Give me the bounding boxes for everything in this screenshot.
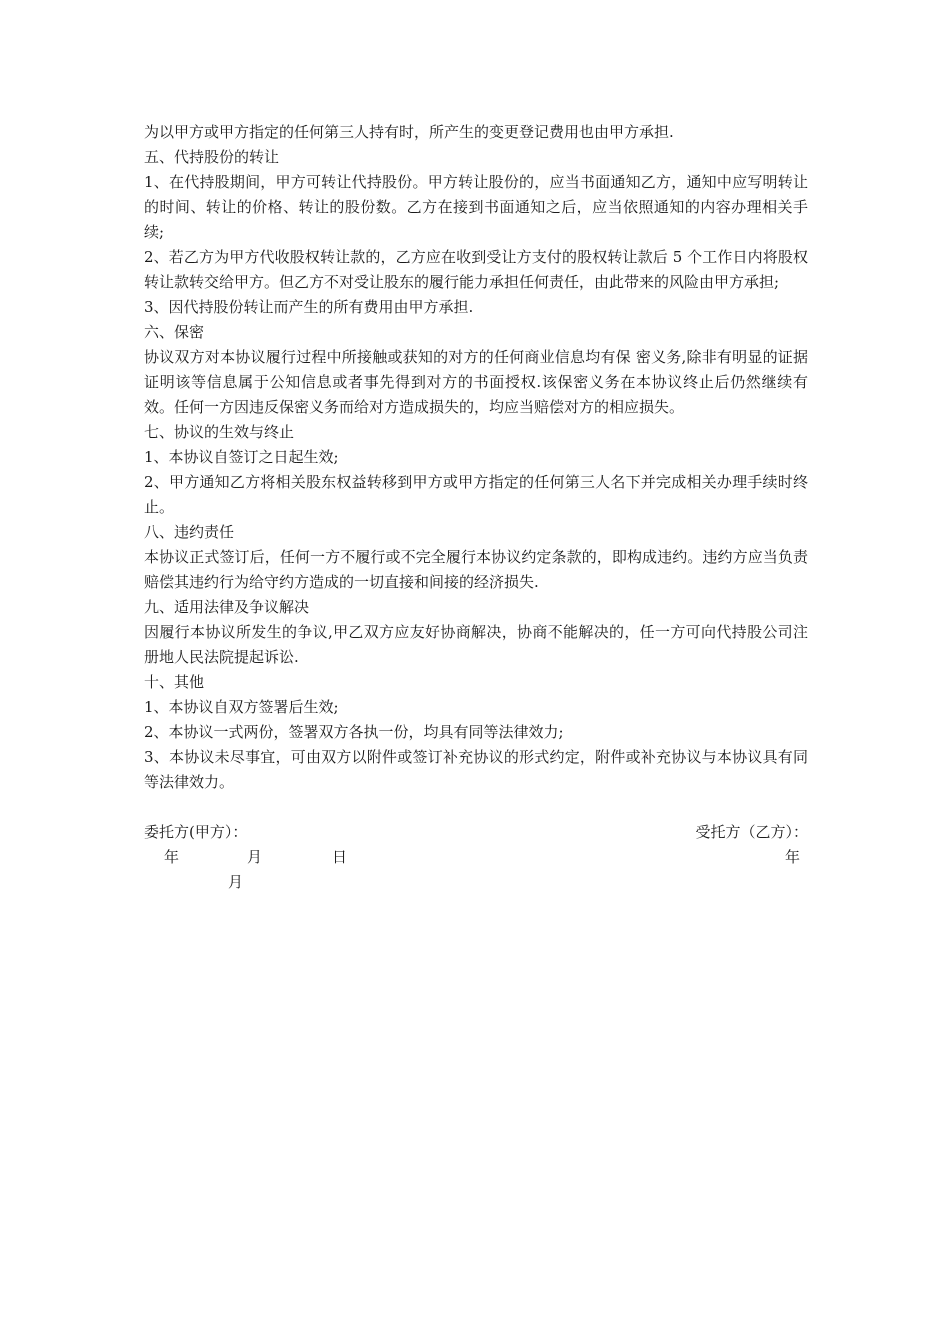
signature-row (144, 820, 808, 845)
section-10-clause-1: 1、本协议自双方签署后生效; (144, 698, 339, 716)
section-8-clause-1: 本协议正式签订后，任何一方不履行或不完全履行本协议约定条款的，即构成违约。违约方应当负责赔偿其违约行为给守约方造成的一切直接和间接的经济损失. (144, 548, 808, 591)
date-month-a: 月 (247, 848, 263, 866)
date-row-2 (144, 870, 808, 895)
party-b-label: 受托方（乙方）： (695, 823, 808, 841)
section-9-clause-1: 因履行本协议所发生的争议,甲乙双方应友好协商解决，协商不能解决的，任一方可向代持股公司注册地人民法院提起诉讼. (144, 623, 808, 666)
date-year-b: 年 (784, 848, 800, 866)
section-5-title: 五、代持股份的转让 (144, 148, 280, 166)
section-6-clause-1: 协议双方对本协议履行过程中所接触或获知的对方的任何商业信息均有保 密义务,除非有明显的证据证明该等信息属于公知信息或者事先得到对方的书面授权.该保密义务在本协议终止后仍然继续有效。任何一方因违反保密义务而给对方造成损失的，均应当赔偿对方的相应损失。 (144, 348, 808, 416)
section-7-clause-1: 1、本协议自签订之日起生效; (144, 448, 339, 466)
section-5-clause-3: 3、因代持股份转让而产生的所有费用由甲方承担. (144, 298, 474, 316)
intro-text: 为以甲方或甲方指定的任何第三人持有时，所产生的变更登记费用也由甲方承担. (144, 123, 674, 141)
date-day-a: 日 (332, 848, 348, 866)
section-9-title: 九、适用法律及争议解决 (144, 598, 310, 616)
section-10-clause-3: 3、本协议未尽事宜，可由双方以附件或签订补充协议的形式约定，附件或补充协议与本协议具有同等法律效力。 (144, 748, 808, 791)
section-7-clause-2: 2、甲方通知乙方将相关股东权益转移到甲方或甲方指定的任何第三人名下并完成相关办理手续时终止。 (144, 473, 808, 516)
section-10-title: 十、其他 (144, 673, 205, 691)
section-7-title: 七、协议的生效与终止 (144, 423, 295, 441)
date-row (144, 845, 808, 870)
section-6-title: 六、保密 (144, 323, 205, 341)
section-10-clause-2: 2、本协议一式两份，签署双方各执一份，均具有同等法律效力; (144, 723, 564, 741)
section-5-clause-1: 1、在代持股期间，甲方可转让代持股份。甲方转让股份的，应当书面通知乙方，通知中应写明转让的时间、转让的价格、转让的股份数。乙方在接到书面通知之后，应当依照通知的内容办理相关手续; (144, 173, 808, 241)
document-page (144, 120, 808, 895)
section-5-clause-2: 2、若乙方为甲方代收股权转让款的，乙方应在收到受让方支付的股权转让款后 5 个工作日内将股权转让款转交给甲方。但乙方不对受让股东的履行能力承担任何责任，由此带来的风险由甲方承担; (144, 248, 808, 291)
party-a-label: 委托方(甲方）： (144, 823, 248, 841)
section-8-title: 八、违约责任 (144, 523, 235, 541)
date-month-b: 月 (228, 873, 244, 891)
date-year-a: 年 (164, 848, 180, 866)
